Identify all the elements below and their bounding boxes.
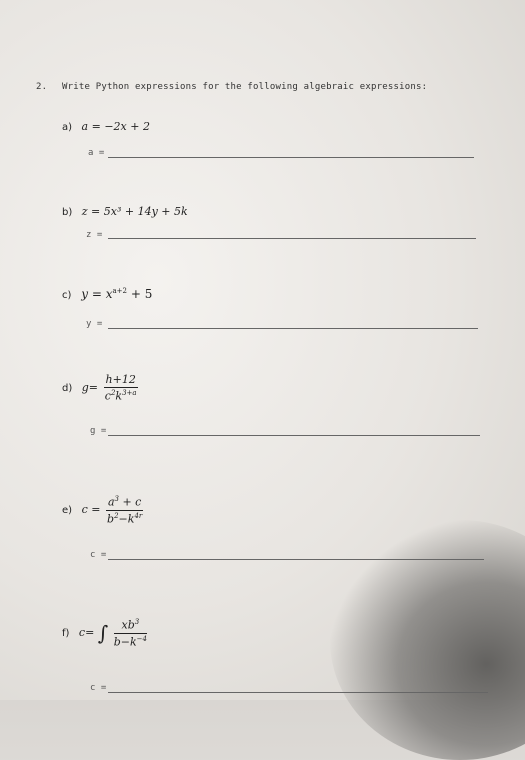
problem-e [62,495,145,525]
answer-e-label: c = [90,550,107,560]
problem-a-label: a) [62,122,73,133]
problem-e-fraction [106,495,143,525]
problem-f [62,618,149,648]
problem-e-lhs: c = [81,503,101,517]
problem-f-label: f) [62,628,70,640]
integral-sign: ∫ [97,621,109,646]
problem-d-lhs: g= [81,380,99,394]
problem-f-lhs: c= [78,626,95,640]
problem-b [62,205,188,218]
problem-a [62,120,150,133]
problem-d [62,373,140,403]
problem-b-lhs: z = [81,205,101,218]
problem-c-label: c) [62,290,72,301]
problem-a-lhs: a = [81,120,101,133]
problem-e-label: e) [62,505,73,517]
problem-a-rhs: −2x + 2 [104,120,150,133]
question-instruction: Write Python expressions for the following algebraic expressions: [62,82,428,92]
problem-d-denominator: $c^2k^{3+a}$ [104,389,137,403]
answer-b-label: z = [86,230,103,240]
answer-f-line[interactable] [108,692,488,693]
problem-c-lhs: y = [81,287,102,301]
problem-e-numerator: $a^3 + c$ [107,495,142,509]
question-header [36,82,427,92]
problem-d-label: d) [62,382,73,394]
problem-f-fraction [114,618,147,648]
problem-c [62,287,152,301]
answer-f-label: c = [90,683,107,693]
problem-c-exponent: a+2 [112,287,127,295]
answer-e-line[interactable] [108,559,484,560]
problem-d-fraction [104,373,138,403]
problem-c-base: x [105,287,113,301]
answer-d-label: g = [90,426,107,436]
answer-d-line[interactable] [108,435,480,436]
problem-c-tail: + 5 [130,287,153,301]
answer-c-label: y = [86,319,103,329]
problem-e-denominator: $b^2-k^{4r}$ [107,511,143,526]
problem-b-rhs: 5x³ + 14y + 5k [103,205,188,218]
answer-b-line[interactable] [108,238,476,239]
problem-b-label: b) [62,207,73,218]
problem-d-numerator: h+12 [105,373,136,386]
problem-f-numerator: $xb^3$ [114,618,147,634]
answer-c-line[interactable] [108,328,478,329]
answer-a-label: a = [88,148,105,158]
question-number: 2. [36,82,48,92]
answer-a-line[interactable] [108,157,474,158]
problem-f-denominator: $b-k^{-4}$ [113,634,147,649]
